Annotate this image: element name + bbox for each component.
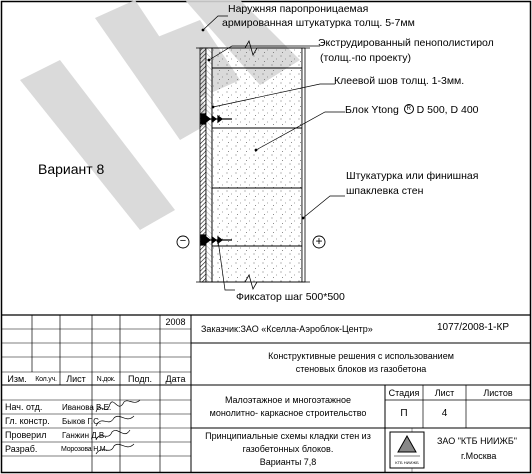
stamp-title-1: Конструктивные решения с использованием — [268, 351, 454, 361]
registered-mark-letter: R — [406, 106, 411, 112]
role-0: Нач. отд. — [5, 402, 43, 412]
org-name: ЗАО "КТБ НИИЖБ" — [437, 436, 517, 446]
stage-value: П — [400, 408, 408, 419]
header-data: Дата — [165, 374, 186, 384]
role-1: Гл. констр. — [5, 416, 50, 426]
callout-plaster-2: армированная штукатурка толщ. 5-7мм — [222, 17, 415, 29]
callout-eps-1: Экструдированный пенополистирол — [318, 37, 494, 49]
stage-header: Стадия — [388, 388, 420, 398]
role-3: Разраб. — [5, 444, 38, 454]
header-podp: Подп. — [128, 374, 152, 384]
list-header: Лист — [434, 388, 455, 398]
header-list: Лист — [66, 374, 86, 384]
stamp-title-2: стеновых блоков из газобетона — [295, 364, 427, 374]
registered-mark-icon — [404, 104, 414, 114]
callout-finish-2: шпаклевка стен — [346, 185, 424, 197]
minus-sign: − — [179, 235, 187, 247]
org-city: г.Москва — [461, 451, 497, 461]
object-line-2: монолитно- каркасное строительство — [209, 408, 367, 418]
variant-label: Вариант 8 — [38, 161, 105, 177]
callout-plaster-1: Наружняя паропроницаемая — [228, 3, 369, 15]
callout-finish-1: Штукатурка или финишная — [346, 170, 479, 182]
name-0: Иванова В.Е. — [62, 403, 112, 412]
callout-block-name: Блок Ytong — [345, 104, 399, 116]
name-1: Быков Г.С. — [62, 417, 102, 426]
logo-text: КТБ НИИЖБ — [395, 460, 419, 465]
callout-anchor: Фиксатор шаг 500*500 — [236, 291, 345, 303]
stamp-year: 2008 — [165, 317, 186, 327]
header-ndok: N.док. — [96, 376, 116, 383]
name-2: Ганжин Д.В. — [62, 431, 107, 440]
callout-glue: Клеевой шов толщ. 1-3мм. — [334, 75, 465, 87]
stamp-customer: Заказчик:ЗАО «Кселла-Аэроблок-Центр» — [201, 324, 373, 334]
lists-header: Листов — [483, 388, 513, 398]
sheet-title-3: Варианты 7,8 — [259, 457, 317, 467]
header-izm: Изм. — [7, 374, 27, 384]
role-2: Проверил — [5, 430, 47, 440]
header-kol: Кол.уч. — [35, 376, 57, 383]
stamp-doc-code: 1077/2008-1-КР — [437, 322, 509, 333]
list-value: 4 — [441, 408, 448, 419]
callout-block — [345, 104, 479, 116]
name-3: Морозова Н.М. — [61, 446, 108, 453]
plus-sign: + — [315, 234, 323, 248]
sheet-title-1: Принципиальные схемы кладки стен из — [205, 431, 371, 441]
sheet-title-2: газобетонных блоков. — [242, 444, 334, 454]
callout-block-params: D 500, D 400 — [413, 104, 479, 116]
object-line-1: Малоэтажное и многоэтажное — [224, 395, 352, 405]
callout-eps-2: (толщ.-по проекту) — [320, 52, 412, 64]
